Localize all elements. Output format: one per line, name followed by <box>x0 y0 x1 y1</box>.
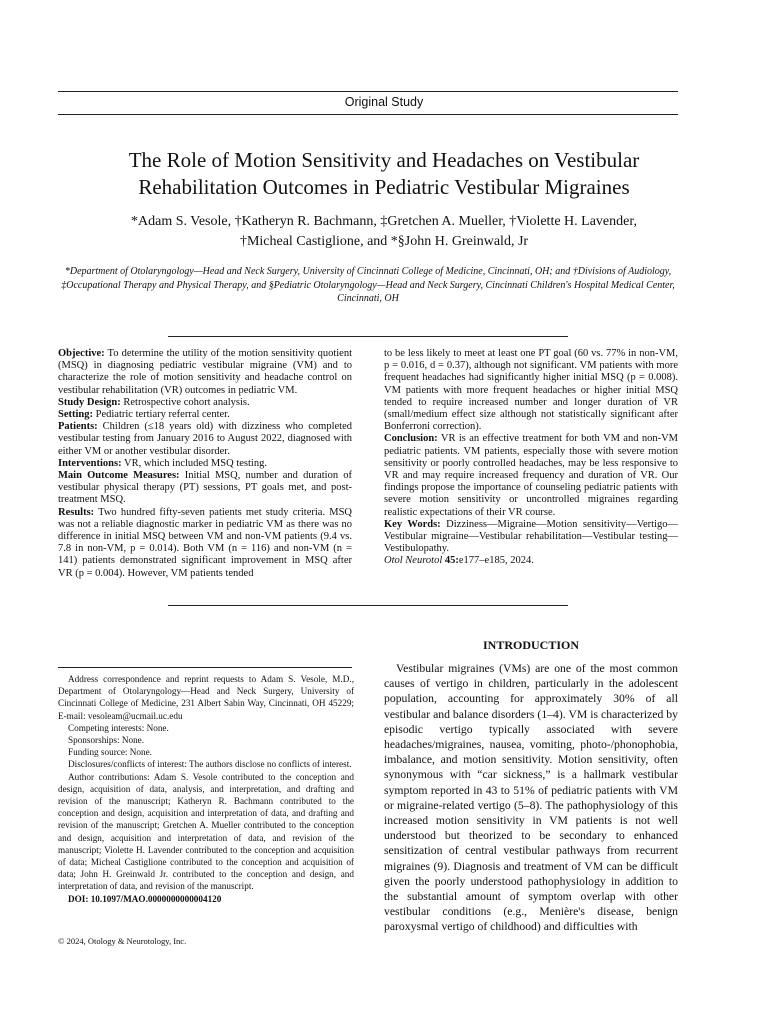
disclosures-note: Disclosures/conflicts of interest: The authors disclose no conflicts of interest. <box>68 759 352 770</box>
authors-line-2: †Micheal Castiglione, and *§John H. Greinwald, Jr <box>239 234 529 249</box>
citation-pages: e177–e185, 2024. <box>458 555 534 567</box>
title-line-1: The Role of Motion Sensitivity and Headaches on Vestibular <box>128 148 640 172</box>
abstract-rule-top <box>168 336 568 337</box>
correspondence-note: Address correspondence and reprint requests to Adam S. Vesole, M.D., Department of Otolaryngology—Head and Neck Surgery, University of Cincinnati College of Medicine, 231 Albert Sabin Way, Cincinnati, OH 45229; E-mail: vesoleam@ucmail.uc.edu <box>58 674 354 721</box>
authors-line-1: *Adam S. Vesole, †Katheryn R. Bachmann, ‡Gretchen A. Mueller, †Violette H. Lavender, <box>131 214 637 229</box>
keywords-label: Key Words: <box>384 518 441 530</box>
results-label: Results: <box>58 506 95 518</box>
citation-journal: Otol Neurotol <box>384 555 443 567</box>
header-rule-bottom <box>58 114 678 115</box>
competing-note: Competing interests: None. <box>68 722 169 733</box>
results-continued: to be less likely to meet at least one PT goal (60 vs. 77% in non-VM, p = 0.016, d = 0.37), although not significant. VM patients with more frequent headaches had significantly higher initial MSQ (p = 0.008). VM patients with more frequent headaches or higher initial MSQ tended to require increased number and longer duration of VR (small/medium effect size although not statistically significant after Bonferroni correction). <box>384 348 678 433</box>
design-label: Study Design: <box>58 396 121 408</box>
abstract-right-column <box>384 348 678 568</box>
objective-text: To determine the utility of the motion sensitivity quotient (MSQ) in diagnosing pediatric vestibular migraine (VM) and to characterize the role of motion sensitivity and headache control on vestibular rehabilitation (VR) outcomes in pediatric VM. <box>58 348 352 396</box>
patients-text: Children (≤18 years old) with dizziness who completed vestibular testing from January 2016 to August 2022, diagnosed with either VM or another vestibular disorder. <box>58 421 352 457</box>
design-text: Retrospective cohort analysis. <box>120 396 250 408</box>
measures-text: Initial MSQ, number and duration of vestibular physical therapy (PT) sessions, PT goals met, and post-treatment MSQ. <box>58 470 352 506</box>
article-title <box>40 147 728 201</box>
setting-label: Setting: <box>58 409 93 421</box>
title-line-2: Rehabilitation Outcomes in Pediatric Vestibular Migraines <box>138 175 630 199</box>
abstract-left-column <box>58 348 352 580</box>
patients-label: Patients: <box>58 421 98 433</box>
measures-label: Main Outcome Measures: <box>58 470 180 482</box>
contributions-note: Author contributions: Adam S. Vesole contributed to the conception and design, acquisition of data, analysis, and interpretation, and drafting and revision of the manuscript; Katheryn R. Bachmann contributed to the conception and design, acquisition and interpretation of data, and drafting and revision of the manuscript; Gretchen A. Mueller contributed to the conception and design, acquisition and interpretation of data, and revision of the manuscript; Violette H. Lavender contributed to the conception and acquisition of data; Micheal Castiglione contributed to the conception and acquisition of data; John H. Greinwald Jr. contributed to the conception and design, and interpretation of data, and revision of the manuscript. <box>58 771 354 892</box>
introduction-paragraph: Vestibular migraines (VMs) are one of the most common causes of vertigo in children, particularly in the adolescent population, accounting for approximately 30% of all vestibular and balance disorders (1–4). VM is characterized by episodic vertigo typically associated with severe headaches/migraines, nausea, vomiting, photo-/phonophobia, imbalance, and motion sensitivity. Motion sensitivity, often synonymous with “car sickness,” is a hallmark vestibular symptom reported in 43 to 51% of pediatric patients with VM or migraine-related vertigo (5–8). The pathophysiology of this increased motion sensitivity in VM patients is not well understood but theorized to be secondary to enhanced sensitization of central vestibular pathways from recurrent migraines (9). Diagnosis and treatment of VM can be difficult given the poorly understood pathophysiology in addition to the substantial amount of symptom overlap with other vestibular conditions (e.g., Menière's disease, benign paroxysmal vertigo of childhood) and difficulties with <box>384 662 678 934</box>
funding-note: Funding source: None. <box>68 747 152 758</box>
abstract-rule-bottom <box>168 605 568 606</box>
footnotes <box>58 673 354 905</box>
affiliations: *Department of Otolaryngology—Head and Neck Surgery, University of Cincinnati College of Medicine, Cincinnati, OH; and †Divisions of Audiology, ‡Occupational Therapy and Physical Therapy, and §Pediatric Otolaryngology—Head and Neck Surgery, Cincinnati Children's Hospital Medical Center, Cincinnati, OH <box>61 266 675 304</box>
citation <box>384 555 678 567</box>
section-label: Original Study <box>344 95 424 109</box>
author-list <box>40 212 728 252</box>
introduction-heading: INTRODUCTION <box>482 638 579 652</box>
interventions-label: Interventions: <box>58 457 122 469</box>
results-text: Two hundred fifty-seven patients met study criteria. MSQ was not a reliable diagnostic marker in pediatric VM as there was no difference in initial MSQ between VM and non-VM patients (9.4 vs. 7.8 in non-VM, p = 0.014). Both VM (n = 116) and non-VM (n = 141) patients demonstrated significant improvement in MSQ after VR (p = 0.004). However, VM patients tended <box>58 506 352 579</box>
conclusion-label: Conclusion: <box>384 433 438 445</box>
keywords-text: Dizziness—Migraine—Motion sensitivity—Vertigo—Vestibular migraine—Vestibular rehabilitation—Vestibular testing—Vestibulopathy. <box>384 518 678 555</box>
citation-volume: 45: <box>444 555 459 567</box>
header-rule-top <box>58 91 678 92</box>
conclusion-text: VR is an effective treatment for both VM and non-VM pediatric patients. VM patients, especially those with severe motion sensitivity or poorly controlled headaches, may be less responsive to VR and may require increased frequency and duration of VR. Our findings propose the importance of counseling pediatric patients with severe motion sensitivity or uncontrolled migraines regarding realistic expectations of their VR course. <box>384 433 678 518</box>
objective-label: Objective: <box>58 348 105 359</box>
doi-link[interactable]: DOI: 10.1097/MAO.0000000000004120 <box>68 893 222 904</box>
sponsorships-note: Sponsorships: None. <box>68 735 145 746</box>
setting-text: Pediatric tertiary referral center. <box>93 409 230 421</box>
interventions-text: VR, which included MSQ testing. <box>121 457 267 469</box>
introduction-body <box>384 661 678 935</box>
copyright: © 2024, Otology & Neurotology, Inc. <box>58 936 187 946</box>
footnote-rule <box>58 667 352 668</box>
